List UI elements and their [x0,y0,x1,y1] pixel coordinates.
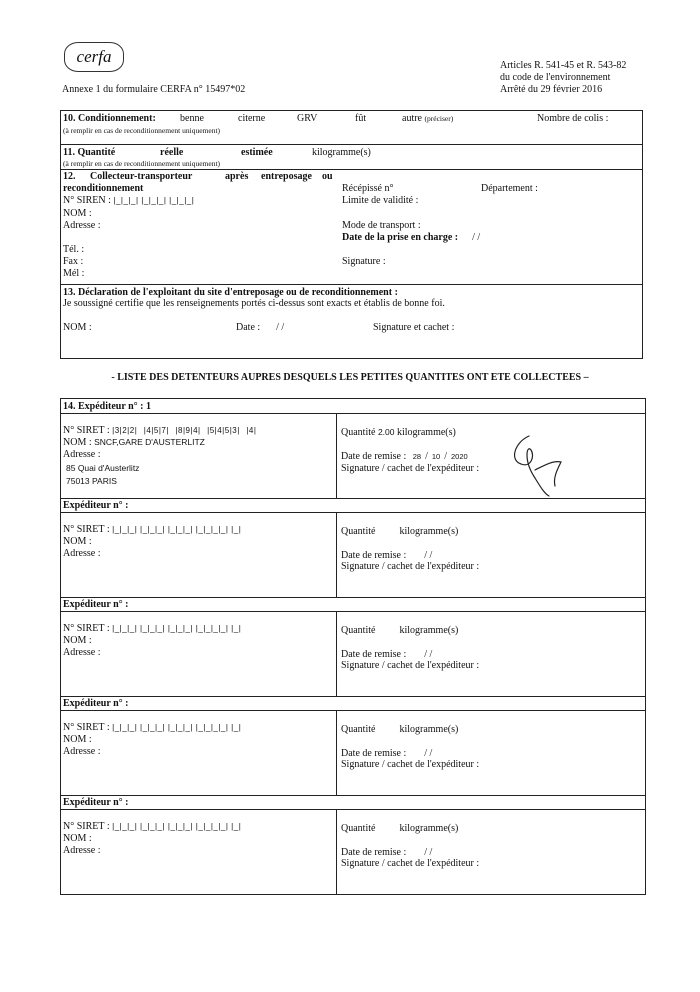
siret-label: N° SIRET : [63,623,110,634]
quantite-unit: kilogramme(s) [399,823,459,834]
s10-title: 10. Conditionnement: [63,113,156,124]
siret-boxes[interactable]: |_|_|_| |_|_|_| |_|_|_| |_|_|_|_| |_| [112,822,242,831]
s12-siren-row[interactable] [63,195,194,206]
date-day: 28 [412,452,422,461]
date-prise-slashes: / / [472,232,481,243]
expediteur-date-row[interactable] [341,847,432,858]
divider [60,169,643,170]
date-slashes: / / [424,748,433,759]
siret-group: |4|5|7| [143,426,169,435]
siret-boxes[interactable]: |_|_|_| |_|_|_| |_|_|_| |_|_|_|_| |_| [112,723,242,732]
option-citerne[interactable]: citerne [238,113,266,124]
date-slashes: / / [424,649,433,660]
divider [60,597,646,598]
column-divider [336,809,337,895]
expediteur-siret-row[interactable] [63,524,241,535]
s11-title: 11. Quantité [63,147,116,158]
siret-label: N° SIRET : [63,425,110,436]
date-year: 2020 [451,452,468,461]
s13-date-slashes: / / [276,322,285,333]
expediteur-siret-row[interactable] [63,821,241,832]
articles-line: Arrêté du 29 février 2016 [500,84,603,95]
expediteur-nom[interactable]: NOM : [63,734,92,745]
s14-adresse-line1: 85 Quai d'Austerlitz [66,463,140,473]
quantite-unit: kilogramme(s) [399,526,459,537]
articles-line: du code de l'environnement [500,72,611,83]
s14-quantite-row[interactable] [341,427,456,438]
s14-siret-row[interactable] [63,425,256,436]
expediteur-adresse[interactable]: Adresse : [63,845,101,856]
s12-title-line2: reconditionnement [63,183,144,194]
s13-title: 13. Déclaration de l'exploitant du site d'entreposage ou de reconditionnement : [63,287,398,298]
divider [60,710,646,711]
column-divider [336,512,337,597]
divider [60,795,646,796]
divider [60,144,643,145]
s12-title-3: après [225,171,249,182]
siret-group: |3|2|2| [112,426,138,435]
expediteur-adresse[interactable]: Adresse : [63,746,101,757]
quantite-unit: kilogramme(s) [399,724,459,735]
expediteur-title: Expéditeur n° : [63,599,129,610]
option-grv[interactable]: GRV [297,113,318,124]
expediteur-quantite-row[interactable] [341,526,458,537]
s12-tel[interactable]: Tél. : [63,244,85,255]
s11-note: (à remplir en cas de reconditionnement uniquement) [63,159,221,168]
siret-group: |5|4|5|3| [207,426,240,435]
date-slashes: / / [424,550,433,561]
expediteur-nom[interactable]: NOM : [63,833,92,844]
logo-text: cerfa [76,47,112,66]
handwritten-signature [505,430,575,500]
date-remise-label: Date de remise : [341,649,407,660]
date-remise-label: Date de remise : [341,451,407,462]
quantite-label: Quantité [341,823,376,834]
expediteur-adresse[interactable]: Adresse : [63,647,101,658]
s13-signature[interactable]: Signature et cachet : [373,322,455,333]
s13-date-label: Date : [236,322,261,333]
s12-limite[interactable]: Limite de validité : [342,195,419,206]
s12-date-prise-row[interactable] [342,232,480,243]
expediteur-quantite-row[interactable] [341,625,458,636]
option-reelle[interactable]: réelle [160,147,184,158]
s14-adresse-line2: 75013 PARIS [66,476,117,486]
expediteur-title: Expéditeur n° : [63,500,129,511]
divider [60,413,646,414]
divider [60,809,646,810]
s13-date-row[interactable] [236,322,284,333]
s13-declaration-text: Je soussigné certifie que les renseignements portés ci-dessus sont exacts et établis de bonne foi. [63,298,445,309]
quantite-label: Quantité [341,625,376,636]
s14-adresse-label: Adresse : [63,449,101,460]
s12-signature[interactable]: Signature : [342,256,386,267]
siret-boxes[interactable]: |_|_|_| |_|_|_| |_|_|_| |_|_|_|_| |_| [112,525,242,534]
divider [60,512,646,513]
expediteur-title: Expéditeur n° : [63,797,129,808]
date-remise-label: Date de remise : [341,847,407,858]
quantite-label: Quantité [341,526,376,537]
nombre-colis-label: Nombre de colis : [537,113,609,124]
expediteur-siret-row[interactable] [63,722,241,733]
s13-nom[interactable]: NOM : [63,322,92,333]
s12-adresse[interactable]: Adresse : [63,220,101,231]
s14-nom-row[interactable] [63,437,205,448]
option-estimee[interactable]: estimée [241,147,273,158]
quantite-unit: kilogramme(s) [399,625,459,636]
expediteur-signature[interactable]: Signature / cachet de l'expéditeur : [341,660,480,671]
s12-title-2: Collecteur-transporteur [90,171,193,182]
expediteur-title: Expéditeur n° : [63,698,129,709]
column-divider [336,413,337,498]
s12-title-1: 12. [63,171,76,182]
expediteur-quantite-row[interactable] [341,724,458,735]
s12-title-4: entreposage [261,171,312,182]
s14-date-row[interactable]: Date de remise : 28 / 10 / 2020 [341,451,468,462]
siret-group: |4| [246,426,257,435]
siret-label: N° SIRET : [63,524,110,535]
s14-signature-label: Signature / cachet de l'expéditeur : [341,463,480,474]
option-autre[interactable] [402,113,453,124]
option-benne[interactable]: benne [180,113,204,124]
date-remise-label: Date de remise : [341,550,407,561]
expediteur-quantite-row[interactable] [341,823,458,834]
siret-group: |8|9|4| [175,426,201,435]
column-divider [336,611,337,696]
s12-nom[interactable]: NOM : [63,208,92,219]
articles-reference [500,60,626,96]
siret-label: N° SIRET : [63,821,110,832]
date-prise-label: Date de la prise en charge : [342,232,459,243]
column-divider [336,710,337,795]
expediteur-date-row[interactable] [341,550,432,561]
option-autre-note: (préciser) [424,114,454,123]
cerfa-logo [64,42,124,72]
quantite-unit: kilogramme(s) [396,427,456,438]
s14-nom-label: NOM : [63,437,92,448]
s14-title: 14. Expéditeur n° : 1 [63,401,151,412]
s12-recepisse[interactable]: Récépissé n° [342,183,394,194]
expediteur-nom[interactable]: NOM : [63,635,92,646]
option-autre-label: autre [402,113,422,124]
expediteur-date-row[interactable] [341,649,432,660]
expediteur-siret-row[interactable] [63,623,241,634]
siren-boxes[interactable]: |_|_|_| |_|_|_| |_|_|_| [113,196,195,205]
expediteur-nom[interactable]: NOM : [63,536,92,547]
divider [60,284,643,285]
s12-mode-transport[interactable]: Mode de transport : [342,220,421,231]
s12-mel[interactable]: Mél : [63,268,85,279]
expediteur-signature[interactable]: Signature / cachet de l'expéditeur : [341,759,480,770]
siret-boxes[interactable]: |_|_|_| |_|_|_| |_|_|_| |_|_|_|_| |_| [112,624,242,633]
s10-note: (à remplir en cas de reconditionnement uniquement) [63,126,221,135]
expediteur-signature[interactable]: Signature / cachet de l'expéditeur : [341,561,480,572]
expediteur-date-row[interactable] [341,748,432,759]
option-fut[interactable]: fût [355,113,367,124]
s12-fax[interactable]: Fax : [63,256,84,267]
articles-line: Articles R. 541-45 et R. 543-82 [500,60,627,71]
date-slashes: / / [424,847,433,858]
siren-label: N° SIREN : [63,195,111,206]
quantite-label: Quantité [341,427,376,438]
expediteur-signature[interactable]: Signature / cachet de l'expéditeur : [341,858,480,869]
date-remise-label: Date de remise : [341,748,407,759]
quantite-label: Quantité [341,724,376,735]
list-title: - LISTE DES DETENTEURS AUPRES DESQUELS LES PETITES QUANTITES ONT ETE COLLECTEES – [111,372,589,383]
quantite-value: 2.00 [377,427,395,437]
divider [60,611,646,612]
annexe-reference: Annexe 1 du formulaire CERFA n° 15497*02 [62,84,246,95]
s12-title-5: ou [322,171,333,182]
s11-unit: kilogramme(s) [312,147,371,158]
expediteur-adresse[interactable]: Adresse : [63,548,101,559]
divider [60,696,646,697]
date-month: 10 [431,452,441,461]
siret-label: N° SIRET : [63,722,110,733]
s14-nom-value: SNCF,GARE D'AUSTERLITZ [94,437,205,447]
s12-departement[interactable]: Département : [481,183,538,194]
